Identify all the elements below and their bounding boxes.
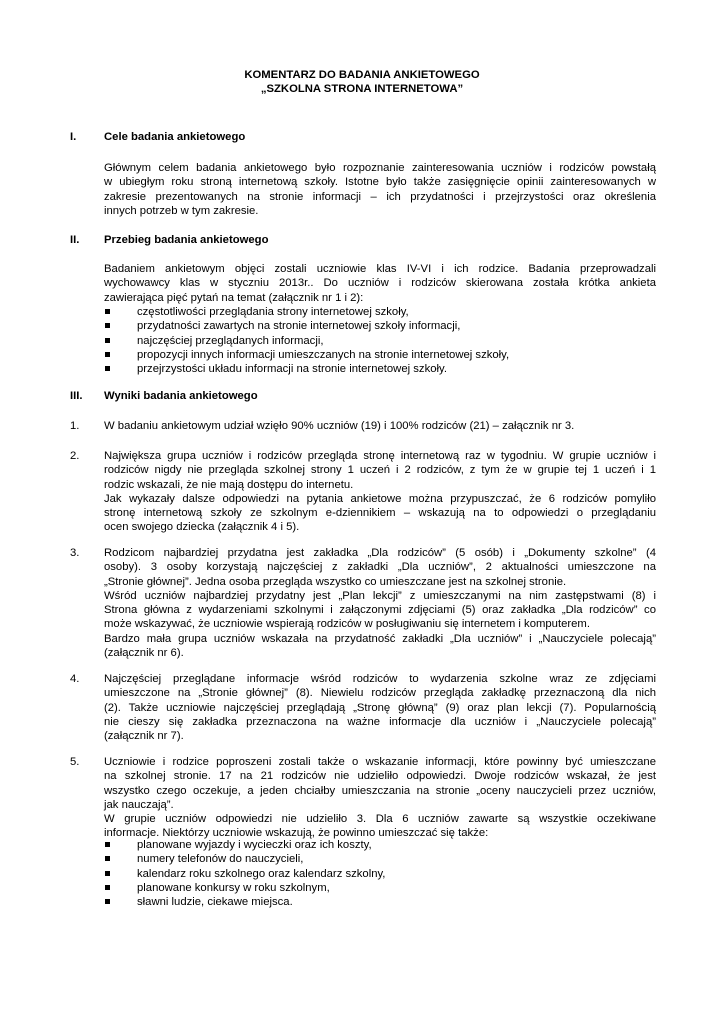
bullet-square-icon bbox=[105, 842, 110, 847]
text-line: Wśród uczniów najbardziej przydatny jest „Plan lekcji” z umieszczanymi na nim zastępstwami (8) i bbox=[104, 589, 656, 602]
list-item bbox=[104, 362, 656, 376]
bullet-square-icon bbox=[105, 366, 110, 371]
list-item bbox=[104, 334, 656, 348]
text-line: wychowawcy klas w styczniu 2013r.. Do uczniów i rodziców skierowana została krótka ankieta bbox=[104, 277, 656, 290]
text-line: (2). Także uczniowie najczęściej przeglądają „Stronę główną” (9) oraz plan lekcji (7). Popularnością bbox=[104, 701, 656, 714]
section-1-paragraph bbox=[104, 161, 656, 218]
bullet-square-icon bbox=[105, 885, 110, 890]
text-line: W grupie uczniów odpowiedzi nie udzieliło 3. Dla 6 uczniów zawarte są wszystkie oczekiwane bbox=[104, 813, 656, 826]
list-item bbox=[104, 305, 656, 319]
list-item-text: planowane wyjazdy i wycieczki oraz ich koszty, bbox=[137, 839, 372, 851]
text-line: nie cieszy się zakładka przeznaczona na ważne informacje dla uczniów i „Nauczyciele polecają” bbox=[104, 715, 656, 728]
section-1-numeral: I. bbox=[70, 131, 77, 143]
list-item bbox=[104, 867, 656, 881]
list-item-text: propozycji innych informacji umieszczanych na stronie internetowej szkoły, bbox=[137, 348, 510, 361]
result-1-paragraph bbox=[104, 419, 656, 433]
text-line: Bardzo mała grupa uczniów wskazała na przydatność zakładki „Dla uczniów” i „Nauczyciele polecają” bbox=[104, 632, 656, 645]
list-item bbox=[104, 852, 656, 866]
text-line: Jak wykazały dalsze odpowiedzi na pytania ankietowe można przypuszczać, że 6 rodziców pomyliło bbox=[104, 492, 656, 505]
section-2-heading: Przebieg badania ankietowego bbox=[104, 234, 269, 246]
section-3-heading: Wyniki badania ankietowego bbox=[104, 390, 258, 402]
section-3-numeral: III. bbox=[70, 390, 83, 402]
result-1-number: 1. bbox=[70, 420, 80, 432]
text-line: na szkolnej stronie. 17 na 21 rodziców nie udzieliło odpowiedzi. Dwoje rodziców wskazał, że jest bbox=[104, 770, 656, 783]
list-item-text: częstotliwości przeglądania strony internetowej szkoły, bbox=[137, 306, 409, 318]
bullet-square-icon bbox=[105, 871, 110, 876]
survey-topics-list bbox=[104, 305, 656, 376]
list-item-text: najczęściej przeglądanych informacji, bbox=[137, 334, 324, 347]
text-line: Największa grupa uczniów i rodziców przegląda stronę internetową raz w tygodniu. W grupie uczniów i bbox=[104, 450, 656, 462]
list-item-text: numery telefonów do nauczycieli, bbox=[137, 853, 304, 866]
text-line: Najczęściej przeglądane informacje wśród rodziców to wydarzenia szkolne wraz ze zdjęciami bbox=[104, 673, 656, 685]
bullet-square-icon bbox=[105, 352, 110, 357]
list-item bbox=[104, 319, 656, 333]
list-item-text: sławni ludzie, ciekawe miejsca. bbox=[137, 896, 293, 909]
text-line: (załącznik nr 6). bbox=[104, 647, 184, 660]
result-3-paragraph bbox=[104, 546, 656, 660]
text-line: w ubiegłym roku stroną internetową szkoły. Istotne było także zasięgnięcie opinii zainteresowanych w bbox=[104, 176, 656, 189]
list-item-text: kalendarz roku szkolnego oraz kalendarz szkolny, bbox=[137, 867, 386, 880]
list-item bbox=[104, 348, 656, 362]
text-line: „Stronie głównej”. Jedna osoba przegląda wszystko co umieszczane jest na szkolnej stronie. bbox=[104, 575, 567, 588]
text-line: wszystko czego oczekuje, a jeden chciałby umieszczania na stronie „oceny nauczycieli przez uczniów, bbox=[104, 784, 656, 797]
list-item bbox=[104, 881, 656, 895]
text-line: Strona główna z wydarzeniami szkolnymi i załączonymi zdjęciami (5) oraz zakładka „Dla rodziców” co bbox=[104, 604, 656, 617]
list-item-text: planowane konkursy w roku szkolnym, bbox=[137, 881, 330, 894]
bullet-square-icon bbox=[105, 323, 110, 328]
text-line: osoby). 3 osoby korzystają najczęściej z zakładki „Dla uczniów”, 2 aktualności umieszczone na bbox=[104, 561, 656, 574]
text-line: zawierająca pięć pytań na temat (załącznik nr 1 i 2): bbox=[104, 291, 364, 304]
bullet-square-icon bbox=[105, 338, 110, 343]
list-item bbox=[104, 838, 656, 852]
text-line: Rodzicom najbardziej przydatna jest zakładka „Dla rodziców” (5 osób) i „Dokumenty szkolne” (4 bbox=[104, 547, 656, 559]
result-4-number: 4. bbox=[70, 673, 80, 685]
text-line: jak nauczają”. bbox=[104, 798, 174, 811]
result-5-number: 5. bbox=[70, 756, 80, 768]
bullet-square-icon bbox=[105, 856, 110, 861]
list-item-text: przydatności zawartych na stronie internetowej szkoły informacji, bbox=[137, 320, 461, 333]
document-title-line-2: „SZKOLNA STRONA INTERNETOWA” bbox=[260, 83, 464, 95]
student-suggestions-list bbox=[104, 838, 656, 909]
result-2-number: 2. bbox=[70, 450, 80, 462]
text-line: innych potrzeb w tym zakresie. bbox=[104, 204, 259, 217]
section-1-heading: Cele badania ankietowego bbox=[104, 131, 246, 143]
text-line: Badaniem ankietowym objęci zostali uczniowie klas IV-VI i ich rodzice. Badania przeprowadzali bbox=[104, 263, 656, 275]
text-line: zakresie prezentowanych na stronie informacji – ich przydatności i przejrzystości oraz określenia bbox=[104, 190, 656, 203]
result-3-number: 3. bbox=[70, 547, 80, 559]
bullet-square-icon bbox=[105, 899, 110, 904]
text-line: może wskazywać, że uczniowie wspierają rodziców w posługiwaniu się internetem i komputerem. bbox=[104, 618, 590, 631]
text-line: rodziców nigdy nie przegląda szkolnej strony 1 uczeń i 2 rodziców, z tym że w grupie tej 1 uczeń i 1 bbox=[104, 464, 656, 477]
text-line: informacje. Niektórzy uczniowie wskazują, że powinno umieszczać się także: bbox=[104, 827, 489, 840]
text-line: stronę internetową szkoły ze szkolnym e-dziennikiem – wskazują na to odpowiedzi o przeglądaniu bbox=[104, 507, 656, 520]
text-line: ocen swojego dziecka (załącznik 4 i 5). bbox=[104, 521, 300, 534]
list-item-text: przejrzystości układu informacji na stronie internetowej szkoły. bbox=[137, 363, 447, 376]
result-5-paragraph bbox=[104, 755, 656, 841]
result-2-paragraph bbox=[104, 449, 656, 535]
text-line: Uczniowie i rodzice poproszeni zostali także o wskazanie informacji, które powinny być umieszczane bbox=[104, 756, 656, 768]
section-2-numeral: II. bbox=[70, 234, 80, 246]
bullet-square-icon bbox=[105, 309, 110, 314]
text-line: umieszczone na „Stronie głównej” (8). Niewielu rodziców przegląda zakładkę przeznaczoną dla nich bbox=[104, 687, 656, 700]
list-item bbox=[104, 895, 656, 909]
result-4-paragraph bbox=[104, 672, 656, 743]
text-line: W badaniu ankietowym udział wzięło 90% uczniów (19) i 100% rodziców (21) – załącznik nr 3. bbox=[104, 420, 575, 432]
section-2-paragraph bbox=[104, 262, 656, 305]
text-line: Głównym celem badania ankietowego było rozpoznanie zainteresowania uczniów i rodziców powstałą bbox=[104, 162, 656, 174]
text-line: rodzic wskazali, że nie mają dostępu do internetu. bbox=[104, 478, 354, 491]
document-title-line-1: KOMENTARZ DO BADANIA ANKIETOWEGO bbox=[244, 69, 480, 81]
text-line: (załącznik nr 7). bbox=[104, 730, 184, 743]
